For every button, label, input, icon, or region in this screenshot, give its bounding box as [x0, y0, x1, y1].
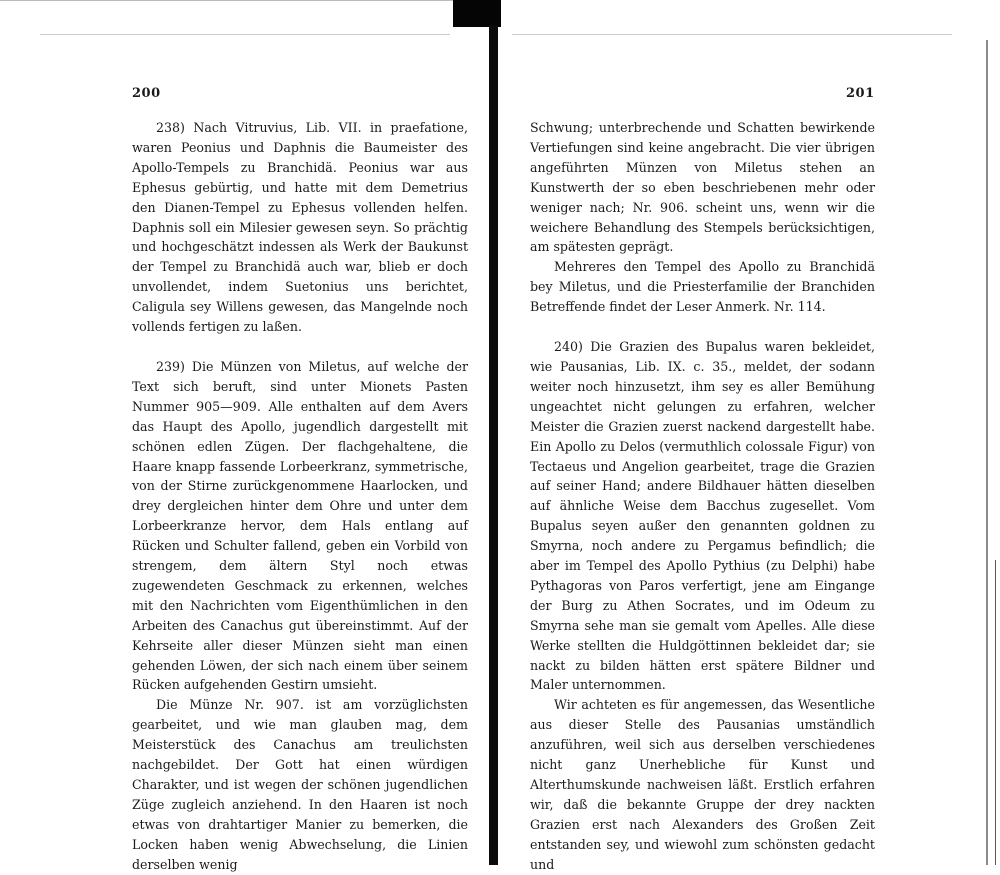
note-238-paragraph: 238) Nach Vitruvius, Lib. VII. in praefatione, waren Peonius und Daphnis die Baumeister des Apollo-Tempels zu Branchidä. Peonius war aus Ephesus gebürtig, und hatte mit dem Demetrius den Dianen-Tempel zu Ephesus vollenden helfen. Daphnis soll ein Milesier gewesen seyn. So prächtig und hochgeschätzt indessen als Werk der Baukunst der Tempel zu Branchidä auch war, blieb er doch unvollendet, indem Suetonius uns berichtet, Caligula sey Willens gewesen, das Mangelnde noch vollends fertigen zu laßen.: [132, 120, 468, 335]
note-240-paragraph: 240) Die Grazien des Bupalus waren bekleidet, wie Pausanias, Lib. IX. c. 35., meldet, der sodann weiter noch hinzusetzt, ihm sey es aller Bemühung ungeachtet nicht gelungen zu erfahren, welcher Meister die Grazien zuerst nackend dargestellt habe. Ein Apollo zu Delos (vermuthlich colossale Figur) von Tectaeus und Angelion gearbeitet, trage die Grazien auf seiner Hand; andere Bildhauer hätten dieselben auf ähnliche Weise dem Bacchus zugesellet. Vom Bupalus seyen außer den genannten goldnen zu Smyrna, noch andere zu Pergamus befindlich; die aber im Tempel des Apollo Pythius (zu Delphi) habe Pythagoras von Paros verfertigt, jene am Eingange der Burg zu Athen Socrates, und im Odeum zu Smyrna sehe man sie gemalt vom Apelles. Alle diese Werke stellten die Huldgöttinnen bekleidet dar; sie nackt zu bilden hätten erst spätere Bildner und Maler unternommen.: [530, 339, 875, 693]
left-page-text: [132, 118, 468, 875]
commentary-paragraph: Wir achteten es für angemessen, das Wesentliche aus dieser Stelle des Pausanias umständlich anzuführen, weil sich aus derselben verschiedenes nicht ganz Unerhebliche für Kunst und Alterthumskunde nachweisen läßt. Erstlich erfahren wir, daß die bekannte Gruppe der drey nackten Grazien erst nach Alexanders des Großen Zeit entstanden sey, und wiewohl zum schönsten gedacht und: [530, 697, 875, 872]
book-spine: [489, 25, 498, 865]
note-239-paragraph: 239) Die Münzen von Miletus, auf welche der Text sich beruft, sind unter Mionets Pasten Nummer 905—909. Alle enthalten auf dem Avers das Haupt des Apollo, jugendlich dargestellt mit schönen edlen Zügen. Der flachgehaltene, die Haare knapp fassende Lorbeerkranz, symmetrische, von der Stirne zurückgenommene Haarlocken, und drey dergleichen hinter dem Ohre und unter dem Lorbeerkranze hervor, dem Hals entlang auf Rücken und Schulter fallend, geben ein Vorbild von strengem, dem ältern Styl noch etwas zugewendeten Geschmack zu erkennen, welches mit den Nachrichten vom Eigenthümlichen in den Arbeiten des Canachus gut übereinstimmt. Auf der Kehrseite aller dieser Münzen sieht man einen gehenden Löwen, der sich nach einem über seinem Rücken aufgehenden Gestirn umsieht.: [132, 358, 468, 693]
book-gutter-shadow: [453, 0, 501, 27]
page-number-left: 200: [132, 86, 161, 101]
page-number-right: 201: [846, 86, 875, 101]
scan-edge-top: [0, 0, 455, 7]
right-page-text: [530, 118, 875, 875]
scan-rule-left: [40, 34, 450, 35]
continued-paragraph: Schwung; unterbrechende und Schatten bewirkende Vertiefungen sind keine angebracht. Die vier übrigen angeführten Münzen von Miletus stehen an Kunstwerth der so eben beschriebenen mehr oder weniger nach; Nr. 906. scheint uns, wenn wir die weichere Behandlung des Stempels berücksichtigen, am spätesten geprägt.: [530, 120, 875, 255]
page-edge-right-outer: [995, 560, 996, 865]
scan-rule-right: [512, 34, 952, 35]
page-edge-right: [986, 40, 988, 865]
coin-907-paragraph: Die Münze Nr. 907. ist am vorzüglichsten gearbeitet, und wie man glauben mag, dem Meisterstück des Canachus am treulichsten nachgebildet. Der Gott hat einen würdigen Charakter, und ist wegen der schönen jugendlichen Züge zugleich anziehend. In den Haaren ist noch etwas von drahtartiger Manier zu bemerken, die Locken haben wenig Abwechselung, die Linien derselben wenig: [132, 697, 468, 872]
reference-paragraph: Mehreres den Tempel des Apollo zu Branchidä bey Miletus, und die Priesterfamilie der Branchiden Betreffende findet der Leser Anmerk. Nr. 114.: [530, 259, 875, 315]
